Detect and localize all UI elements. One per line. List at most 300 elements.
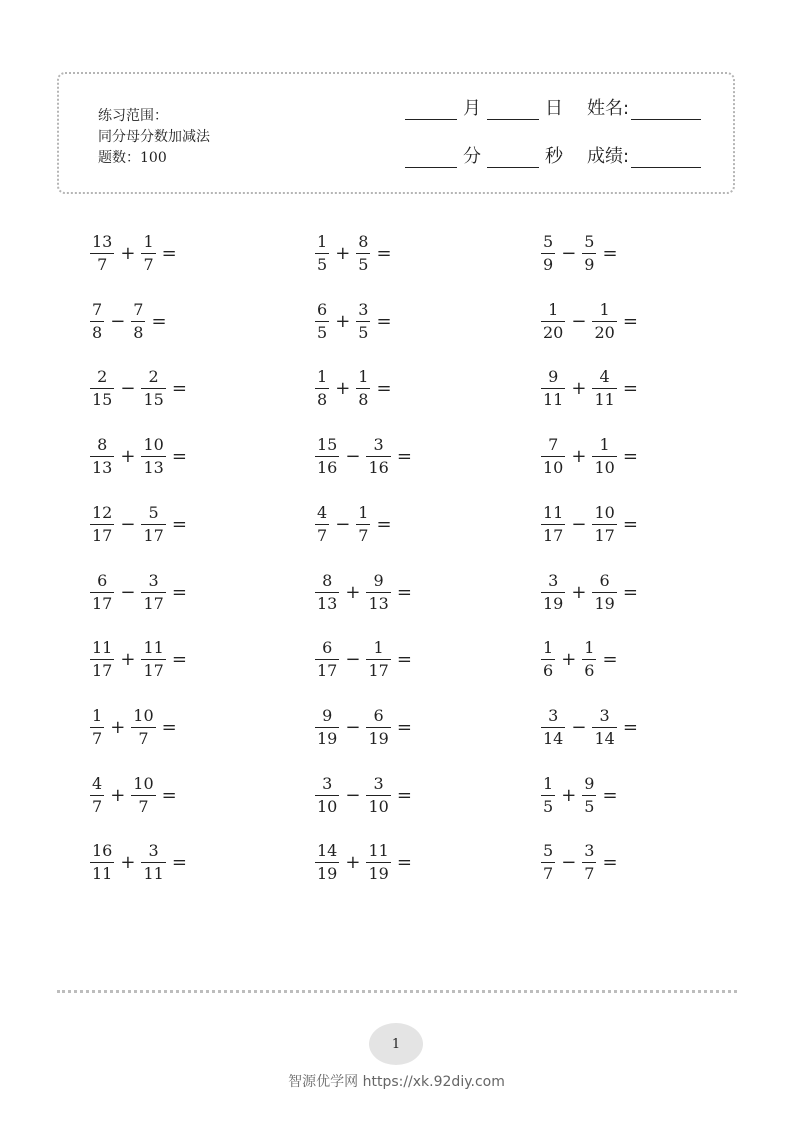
fraction-bar — [356, 253, 370, 254]
operator: − — [345, 649, 361, 671]
denominator: 7 — [92, 796, 103, 816]
operator: + — [120, 649, 136, 671]
denominator: 5 — [317, 255, 328, 274]
numerator: 3 — [148, 841, 159, 861]
equals-sign: = — [396, 716, 412, 738]
numerator: 3 — [373, 435, 384, 455]
second-fraction — [356, 301, 370, 342]
numerator: 9 — [373, 570, 384, 590]
denominator: 7 — [317, 525, 328, 545]
second-fraction — [366, 707, 390, 748]
fraction-bar — [541, 253, 555, 254]
first-fraction — [315, 233, 329, 274]
denominator: 5 — [543, 796, 554, 816]
first-fraction — [90, 572, 114, 613]
numerator: 1 — [317, 232, 328, 251]
first-fraction — [90, 436, 114, 477]
numerator: 3 — [322, 773, 333, 793]
fraction-bar — [90, 862, 114, 863]
fraction-bar — [315, 388, 329, 389]
denominator: 7 — [143, 255, 154, 274]
second-fraction — [366, 842, 390, 883]
equals-sign: = — [396, 446, 412, 468]
numerator: 1 — [584, 638, 595, 658]
equals-sign: = — [622, 310, 638, 332]
problem-item — [313, 842, 412, 883]
denominator: 13 — [143, 458, 164, 478]
first-fraction — [90, 775, 104, 816]
fraction-bar — [582, 862, 596, 863]
problem-item — [539, 301, 638, 342]
fraction-bar — [90, 592, 114, 593]
first-fraction — [90, 504, 114, 545]
fraction-bar — [90, 524, 114, 525]
fraction-bar — [141, 253, 155, 254]
operator: − — [120, 513, 136, 535]
score-blank[interactable] — [631, 147, 701, 168]
second-fraction — [582, 639, 596, 680]
range-label: 练习范围： — [98, 108, 168, 124]
second-fraction — [141, 504, 165, 545]
fraction-bar — [90, 795, 104, 796]
fraction-bar — [366, 456, 390, 457]
fraction-bar — [90, 388, 114, 389]
denominator: 20 — [594, 322, 615, 342]
first-fraction — [315, 301, 329, 342]
fraction-bar — [315, 862, 339, 863]
denominator: 17 — [143, 593, 164, 613]
second-fraction — [592, 436, 616, 477]
fraction-bar — [90, 321, 104, 322]
denominator: 8 — [317, 390, 328, 410]
fraction-bar — [315, 321, 329, 322]
denominator: 9 — [543, 255, 554, 274]
fraction-bar — [315, 592, 339, 593]
denominator: 9 — [584, 255, 595, 274]
problem-item — [313, 707, 412, 748]
operator: − — [345, 446, 361, 468]
operator: − — [345, 716, 361, 738]
fraction-bar — [582, 659, 596, 660]
second-fraction — [131, 707, 155, 748]
denominator: 17 — [92, 661, 113, 681]
numerator: 1 — [599, 435, 610, 455]
count-label: 题数： — [98, 150, 140, 166]
denominator: 15 — [92, 390, 113, 410]
denominator: 16 — [317, 458, 338, 478]
first-fraction — [541, 842, 555, 883]
equals-sign: = — [622, 716, 638, 738]
operator: + — [335, 378, 351, 400]
equals-sign: = — [171, 852, 187, 874]
fraction-bar — [366, 592, 390, 593]
first-fraction — [315, 639, 339, 680]
second-fraction — [366, 639, 390, 680]
operator: − — [110, 310, 126, 332]
operator: + — [561, 784, 577, 806]
numerator: 10 — [594, 502, 615, 522]
first-fraction — [90, 233, 114, 274]
denominator: 8 — [92, 322, 103, 342]
fraction-bar — [541, 388, 565, 389]
first-fraction — [90, 639, 114, 680]
equals-sign: = — [171, 649, 187, 671]
equals-sign: = — [171, 378, 187, 400]
problem-item — [88, 233, 177, 274]
fraction-bar — [541, 524, 565, 525]
day-blank[interactable] — [487, 99, 539, 120]
numerator: 10 — [133, 705, 154, 725]
equals-sign: = — [161, 784, 177, 806]
denominator: 17 — [317, 661, 338, 681]
first-fraction — [90, 301, 104, 342]
denominator: 7 — [584, 864, 595, 884]
numerator: 14 — [317, 841, 338, 861]
equals-sign: = — [622, 446, 638, 468]
numerator: 3 — [584, 841, 595, 861]
second-fraction — [141, 436, 165, 477]
equals-sign: = — [396, 581, 412, 603]
problem-item — [88, 842, 187, 883]
second-fraction — [582, 842, 596, 883]
numerator: 1 — [548, 299, 559, 319]
fraction-bar — [366, 727, 390, 728]
fraction-bar — [541, 659, 555, 660]
fraction-bar — [90, 456, 114, 457]
fraction-bar — [90, 727, 104, 728]
denominator: 5 — [358, 322, 369, 342]
fraction-bar — [315, 795, 339, 796]
first-fraction — [541, 301, 565, 342]
denominator: 8 — [133, 322, 144, 342]
problem-item — [88, 572, 187, 613]
fraction-bar — [356, 321, 370, 322]
equals-sign: = — [161, 716, 177, 738]
operator: + — [110, 716, 126, 738]
denominator: 11 — [92, 864, 113, 884]
denominator: 14 — [543, 728, 564, 748]
operator: + — [335, 310, 351, 332]
problem-item — [539, 436, 638, 477]
fraction-bar — [141, 388, 165, 389]
fraction-bar — [592, 592, 616, 593]
second-fraction — [366, 572, 390, 613]
numerator: 7 — [548, 435, 559, 455]
problem-item — [313, 504, 392, 545]
numerator: 7 — [133, 299, 144, 319]
day-label: 日 — [545, 98, 563, 119]
second-fraction — [141, 639, 165, 680]
problem-item — [313, 368, 392, 409]
equals-sign: = — [622, 513, 638, 535]
fraction-bar — [541, 321, 565, 322]
problem-item — [539, 504, 638, 545]
operator: − — [571, 513, 587, 535]
minute-label: 分 — [463, 146, 481, 167]
fraction-bar — [90, 659, 114, 660]
denominator: 11 — [594, 390, 615, 410]
problem-item — [539, 233, 618, 274]
problem-item — [539, 572, 638, 613]
equals-sign: = — [376, 243, 392, 264]
problem-item — [88, 368, 187, 409]
second-fraction — [366, 436, 390, 477]
count-value: 100 — [140, 150, 167, 166]
problem-item — [88, 775, 177, 816]
denominator: 20 — [543, 322, 564, 342]
denominator: 15 — [143, 390, 164, 410]
numerator: 1 — [599, 299, 610, 319]
problem-item — [88, 707, 177, 748]
second-blank[interactable] — [487, 147, 539, 168]
numerator: 9 — [322, 705, 333, 725]
numerator: 6 — [322, 638, 333, 658]
fraction-bar — [356, 524, 370, 525]
denominator: 7 — [97, 255, 108, 274]
numerator: 11 — [368, 841, 389, 861]
first-fraction — [315, 504, 329, 545]
numerator: 15 — [317, 435, 338, 455]
date-name-row — [405, 98, 701, 120]
numerator: 3 — [548, 705, 559, 725]
second-fraction — [592, 572, 616, 613]
equals-sign: = — [622, 581, 638, 603]
numerator: 2 — [148, 367, 159, 387]
denominator: 13 — [92, 458, 113, 478]
fraction-bar — [582, 253, 596, 254]
operator: + — [110, 784, 126, 806]
numerator: 1 — [543, 773, 554, 793]
numerator: 12 — [92, 502, 113, 522]
second-fraction — [592, 301, 616, 342]
second-fraction — [582, 775, 596, 816]
equals-sign: = — [622, 378, 638, 400]
fraction-bar — [366, 862, 390, 863]
first-fraction — [541, 639, 555, 680]
equals-sign: = — [151, 310, 167, 332]
month-blank[interactable] — [405, 99, 457, 120]
first-fraction — [541, 775, 555, 816]
first-fraction — [541, 233, 555, 274]
operator: − — [561, 243, 577, 264]
equals-sign: = — [376, 378, 392, 400]
second-fraction — [356, 233, 370, 274]
operator: − — [345, 784, 361, 806]
fraction-bar — [541, 592, 565, 593]
numerator: 6 — [599, 570, 610, 590]
fraction-bar — [366, 659, 390, 660]
first-fraction — [315, 572, 339, 613]
footer-divider — [57, 990, 737, 993]
operator: + — [561, 649, 577, 671]
topic-line — [98, 127, 210, 148]
fraction-bar — [141, 659, 165, 660]
denominator: 10 — [594, 458, 615, 478]
fraction-bar — [592, 727, 616, 728]
second-fraction — [592, 368, 616, 409]
second-fraction — [141, 368, 165, 409]
numerator: 2 — [97, 367, 108, 387]
numerator: 1 — [543, 638, 554, 658]
fraction-bar — [315, 524, 329, 525]
problem-item — [539, 842, 618, 883]
first-fraction — [315, 842, 339, 883]
numerator: 4 — [92, 773, 103, 793]
numerator: 11 — [143, 638, 164, 658]
numerator: 10 — [133, 773, 154, 793]
first-fraction — [90, 368, 114, 409]
denominator: 17 — [92, 525, 113, 545]
page-number-badge — [369, 1023, 423, 1065]
denominator: 17 — [594, 525, 615, 545]
fraction-bar — [592, 388, 616, 389]
denominator: 6 — [584, 661, 595, 681]
denominator: 17 — [143, 525, 164, 545]
denominator: 17 — [543, 525, 564, 545]
fraction-bar — [131, 795, 155, 796]
numerator: 11 — [92, 638, 113, 658]
time-score-row — [405, 146, 701, 168]
numerator: 1 — [317, 367, 328, 387]
problem-item — [539, 368, 638, 409]
equals-sign: = — [602, 649, 618, 671]
name-label: 姓名: — [587, 98, 630, 119]
second-fraction — [356, 504, 370, 545]
operator: − — [571, 310, 587, 332]
second-fraction — [131, 775, 155, 816]
equals-sign: = — [602, 852, 618, 874]
fraction-bar — [592, 524, 616, 525]
second-fraction — [141, 233, 155, 274]
denominator: 7 — [358, 525, 369, 545]
minute-blank[interactable] — [405, 147, 457, 168]
second-fraction — [131, 301, 145, 342]
numerator: 1 — [373, 638, 384, 658]
operator: + — [345, 852, 361, 874]
denominator: 19 — [368, 864, 389, 884]
denominator: 19 — [368, 728, 389, 748]
count-line — [98, 148, 210, 169]
equals-sign: = — [396, 852, 412, 874]
problem-item — [539, 707, 638, 748]
operator: + — [571, 581, 587, 603]
numerator: 5 — [543, 841, 554, 861]
problem-item — [539, 775, 618, 816]
numerator: 16 — [92, 841, 113, 861]
operator: + — [120, 243, 136, 264]
equals-sign: = — [602, 243, 618, 264]
denominator: 14 — [594, 728, 615, 748]
numerator: 3 — [599, 705, 610, 725]
denominator: 13 — [317, 593, 338, 613]
fraction-bar — [141, 862, 165, 863]
denominator: 7 — [138, 796, 149, 816]
first-fraction — [90, 842, 114, 883]
problem-item — [539, 639, 618, 680]
numerator: 7 — [92, 299, 103, 319]
denominator: 17 — [368, 661, 389, 681]
fraction-bar — [315, 727, 339, 728]
problem-item — [313, 301, 392, 342]
operator: + — [335, 243, 351, 264]
operator: − — [571, 716, 587, 738]
denominator: 17 — [92, 593, 113, 613]
numerator: 6 — [97, 570, 108, 590]
denominator: 6 — [543, 661, 554, 681]
numerator: 3 — [373, 773, 384, 793]
equals-sign: = — [396, 649, 412, 671]
denominator: 17 — [143, 661, 164, 681]
name-blank[interactable] — [631, 99, 701, 120]
score-label: 成绩: — [587, 146, 630, 167]
numerator: 5 — [584, 232, 595, 251]
numerator: 8 — [358, 232, 369, 251]
operator: − — [120, 378, 136, 400]
numerator: 6 — [317, 299, 328, 319]
denominator: 19 — [317, 728, 338, 748]
page-number: 1 — [391, 1036, 401, 1052]
first-fraction — [541, 504, 565, 545]
fraction-bar — [141, 592, 165, 593]
denominator: 10 — [543, 458, 564, 478]
first-fraction — [541, 368, 565, 409]
fraction-bar — [315, 253, 329, 254]
topic-text: 同分母分数加减法 — [98, 129, 210, 145]
operator: + — [571, 378, 587, 400]
problem-item — [88, 301, 167, 342]
denominator: 19 — [594, 593, 615, 613]
first-fraction — [315, 775, 339, 816]
denominator: 5 — [584, 796, 595, 816]
numerator: 5 — [543, 232, 554, 251]
fraction-bar — [356, 388, 370, 389]
problem-item — [313, 436, 412, 477]
operator: − — [335, 513, 351, 535]
numerator: 8 — [97, 435, 108, 455]
second-fraction — [141, 842, 165, 883]
fraction-bar — [141, 456, 165, 457]
range-line — [98, 106, 210, 127]
denominator: 19 — [317, 864, 338, 884]
second-fraction — [582, 233, 596, 274]
fraction-bar — [582, 795, 596, 796]
equals-sign: = — [396, 784, 412, 806]
source-text: 智源优学网 https://xk.92diy.com — [288, 1074, 505, 1090]
numerator: 3 — [358, 299, 369, 319]
numerator: 6 — [373, 705, 384, 725]
fraction-bar — [315, 659, 339, 660]
fraction-bar — [541, 727, 565, 728]
denominator: 16 — [368, 458, 389, 478]
first-fraction — [315, 368, 329, 409]
first-fraction — [541, 707, 565, 748]
second-label: 秒 — [545, 146, 563, 167]
denominator: 5 — [358, 255, 369, 274]
fraction-bar — [592, 321, 616, 322]
fraction-bar — [592, 456, 616, 457]
fraction-bar — [541, 862, 555, 863]
operator: + — [345, 581, 361, 603]
first-fraction — [315, 707, 339, 748]
first-fraction — [541, 572, 565, 613]
problem-item — [313, 639, 412, 680]
numerator: 3 — [548, 570, 559, 590]
second-fraction — [356, 368, 370, 409]
fraction-bar — [541, 795, 555, 796]
operator: + — [120, 446, 136, 468]
operator: − — [120, 581, 136, 603]
numerator: 5 — [148, 502, 159, 522]
